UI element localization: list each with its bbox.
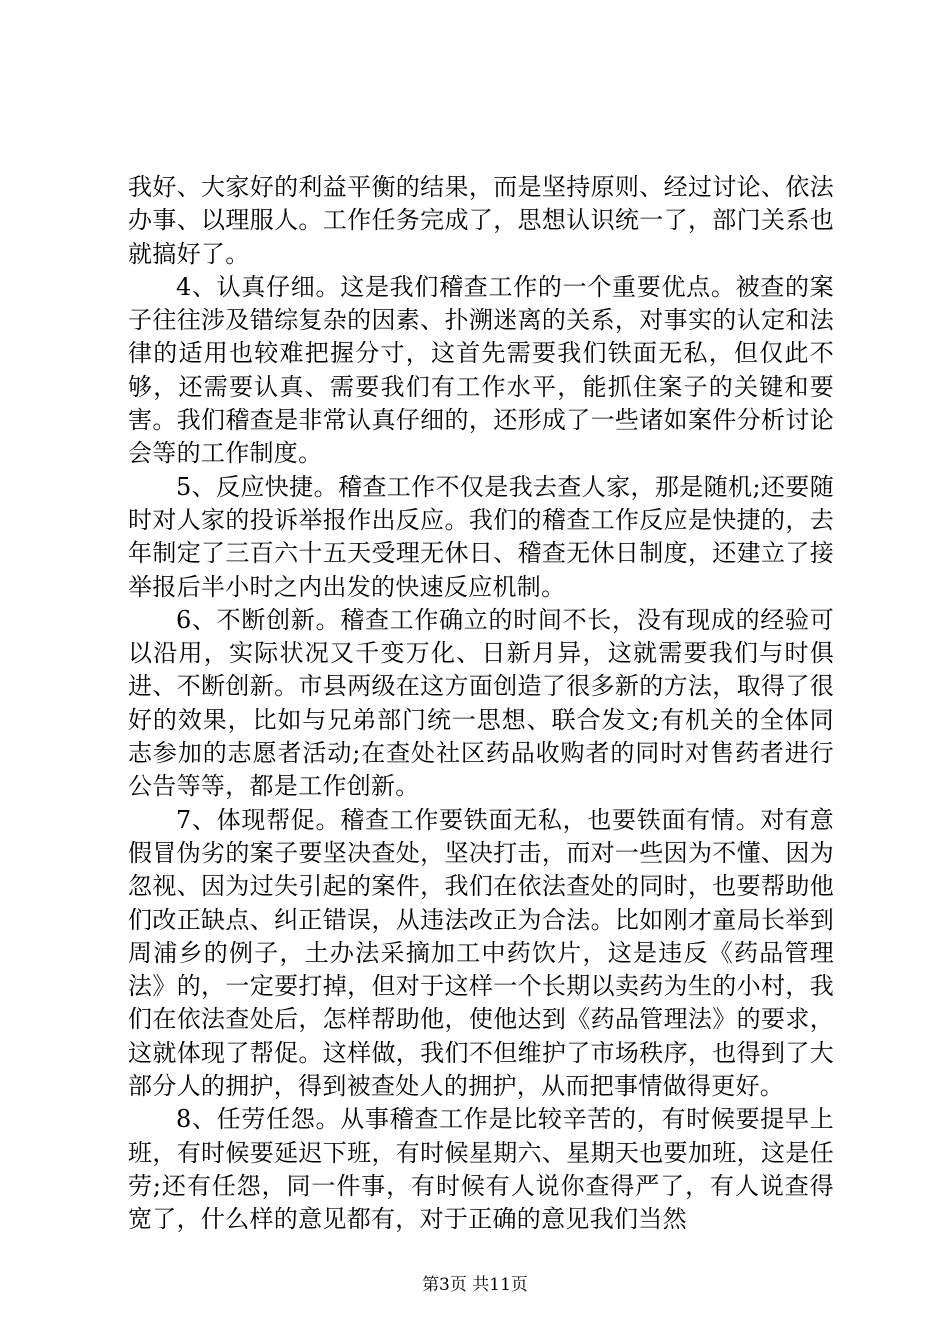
paragraph-5: 7、体现帮促。稽查工作要铁面无私，也要铁面有情。对有意假冒伪劣的案子要坚决查处，坚决打击，而对一些因为不懂、因为忽视、因为过失引起的案件，我们在依法查处的同时，也要帮助他们改正缺点、纠正错误，从违法改正为合法。比如刚才童局长举到周浦乡的例子，土办法采摘加工中药饮片，这是违反《药品管理法》的，一定要打掉，但对于这样一个长期以卖药为生的小村，我们在依法查处后，怎样帮助他，使他达到《药品管理法》的要求，这就体现了帮促。这样做，我们不但维护了市场秩序，也得到了大部分人的拥护，得到被查处人的拥护，从而把事情做得更好。 [128, 805, 834, 1101]
paragraph-2: 4、认真仔细。这是我们稽查工作的一个重要优点。被查的案子往往涉及错综复杂的因素、扑溯迷离的关系，对事实的认定和法律的适用也较难把握分寸，这首先需要我们铁面无私，但仅此不够，还需要认真、需要我们有工作水平，能抓住案子的关键和要害。我们稽查是非常认真仔细的，还形成了一些诸如案件分析讨论会等的工作制度。 [128, 272, 834, 468]
paragraph-1: 我好、大家好的利益平衡的结果，而是坚持原则、经过讨论、依法办事、以理服人。工作任务完成了，思想认识统一了，部门关系也就搞好了。 [128, 173, 834, 268]
paragraph-3: 5、反应快捷。稽查工作不仅是我去查人家，那是随机;还要随时对人家的投诉举报作出反应。我们的稽查工作反应是快捷的，去年制定了三百六十五天受理无休日、稽查无休日制度，还建立了接举报后半小时之内出发的快速反应机制。 [128, 472, 834, 601]
paragraph-4: 6、不断创新。稽查工作确立的时间不长，没有现成的经验可以沿用，实际状况又千变万化、日新月异，这就需要我们与时俱进、不断创新。市县两级在这方面创造了很多新的方法，取得了很好的效果，比如与兄弟部门统一思想、联合发文;有机关的全体同志参加的志愿者活动;在查处社区药品收购者的同时对售药者进行公告等等，都是工作创新。 [128, 605, 834, 801]
paragraph-6: 8、任劳任怨。从事稽查工作是比较辛苦的，有时候要提早上班，有时候要延迟下班，有时候星期六、星期天也要加班，这是任劳;还有任怨，同一件事，有时候有人说你查得严了，有人说查得宽了，什么样的意见都有，对于正确的意见我们当然 [128, 1105, 834, 1234]
page-footer: 第3页 共11页 [422, 1275, 528, 1295]
document-body [128, 171, 834, 1237]
